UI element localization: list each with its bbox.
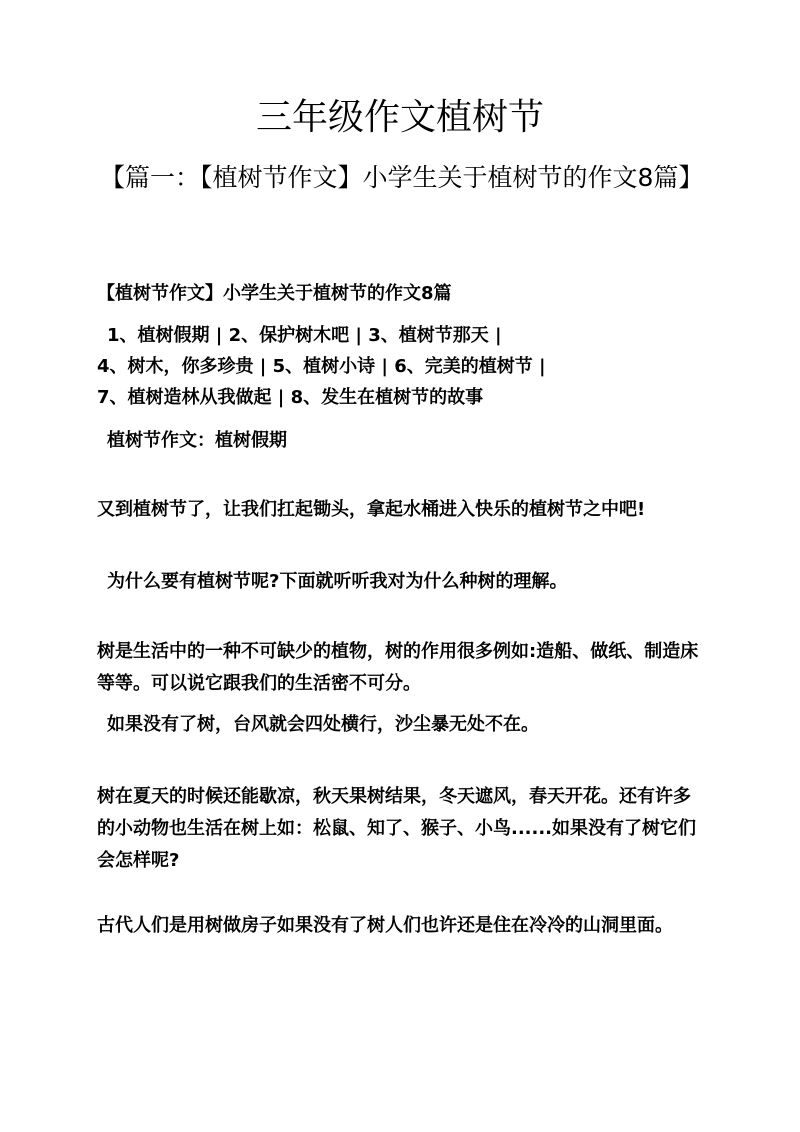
toc-line-3: 7、植树造林从我做起 | 8、发生在植树节的故事 — [97, 387, 484, 408]
section-title: 植树节作文：植树假期 — [107, 430, 287, 451]
toc-line-2: 4、树木，你多珍贵 | 5、植树小诗 | 6、完美的植树节 | — [97, 356, 546, 377]
paragraph-1: 又到植树节了，让我们扛起锄头，拿起水桶进入快乐的植树节之中吧! — [97, 499, 646, 520]
article-heading: 【植树节作文】小学生关于植树节的作文8篇 — [97, 283, 452, 304]
paragraph-2: 为什么要有植树节呢?下面就听听我对为什么种树的理解。 — [107, 571, 568, 592]
paragraph-4: 如果没有了树，台风就会四处横行，沙尘暴无处不在。 — [107, 714, 539, 735]
document-title: 三年级作文植树节 — [255, 97, 544, 138]
paragraph-5: 树在夏天的时候还能歇凉，秋天果树结果，冬天遮风，春天开花。还有许多的小动物也生活在树上如：松鼠、知了、猴子、小鸟......如果没有了树它们会怎样呢? — [97, 786, 697, 871]
toc-line-1: 1、植树假期 | 2、保护树木吧 | 3、植树节那天 | — [107, 325, 502, 346]
paragraph-3: 树是生活中的一种不可缺少的植物，树的作用很多例如:造船、做纸、制造床等等。可以说它跟我们的生活密不可分。 — [97, 641, 699, 694]
document-subtitle: 【篇一：【植树节作文】小学生关于植树节的作文8篇】 — [100, 163, 704, 192]
paragraph-6: 古代人们是用树做房子如果没有了树人们也许还是住在冷冷的山洞里面。 — [97, 915, 673, 936]
